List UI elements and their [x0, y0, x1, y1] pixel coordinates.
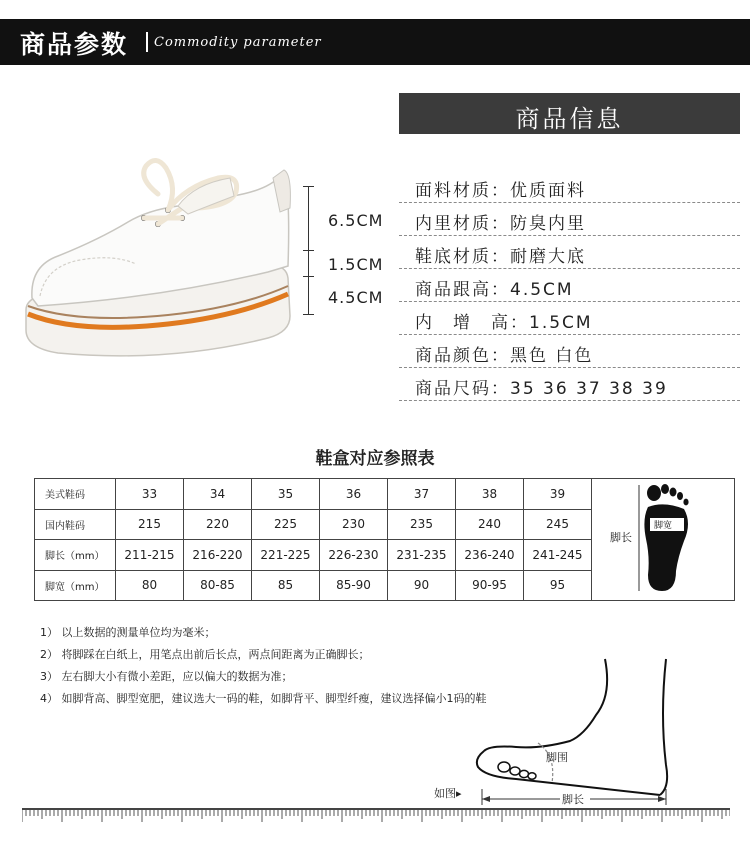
- dimension-tick: [303, 276, 314, 277]
- table-cell: 240: [456, 509, 524, 540]
- foot-diagram-cell: [592, 479, 735, 601]
- table-cell: 37: [388, 479, 456, 510]
- table-cell: 35: [252, 479, 320, 510]
- table-row: [35, 479, 735, 510]
- note-item: 2） 将脚踩在白纸上，用笔点出前后长点，两点间距离为正确脚长；: [40, 648, 370, 661]
- table-cell: 241-245: [524, 540, 592, 571]
- table-cell: 80: [116, 570, 184, 601]
- table-cell: 90: [388, 570, 456, 601]
- row-header: 国内鞋码: [35, 509, 116, 540]
- page-title: 商品参数: [20, 30, 129, 59]
- row-header: 脚宽（mm）: [35, 570, 116, 601]
- table-cell: 225: [252, 509, 320, 540]
- table-cell: 95: [524, 570, 592, 601]
- ruler: [22, 810, 730, 824]
- table-cell: 211-215: [116, 540, 184, 571]
- table-cell: 215: [116, 509, 184, 540]
- foot-measure-diagram: [420, 655, 700, 815]
- table-cell: 245: [524, 509, 592, 540]
- table-cell: 85: [252, 570, 320, 601]
- info-colors: 商品颜色：黑色 白色: [415, 346, 594, 366]
- dimension-insole: 1.5CM: [328, 255, 384, 274]
- table-cell: 36: [320, 479, 388, 510]
- table-cell: 34: [184, 479, 252, 510]
- table-cell: 236-240: [456, 540, 524, 571]
- table-cell: 230: [320, 509, 388, 540]
- table-cell: 33: [116, 479, 184, 510]
- dimension-heel: 4.5CM: [328, 288, 384, 307]
- dimension-tick: [303, 314, 314, 315]
- table-cell: 38: [456, 479, 524, 510]
- table-cell: 226-230: [320, 540, 388, 571]
- foot-length-label: 脚长: [610, 531, 632, 544]
- note-item: 1） 以上数据的测量单位均为毫米；: [40, 626, 216, 639]
- info-sizes: 商品尺码：35 36 37 38 39: [415, 379, 668, 399]
- info-lining: 内里材质：防臭内里: [415, 214, 586, 234]
- shoe-image: [18, 148, 308, 363]
- note-item: 3） 左右脚大小有微小差距，应以偏大的数据为准；: [40, 670, 293, 683]
- foot-print-icon: [592, 479, 734, 597]
- info-insole-height: 内 增 高：1.5CM: [415, 313, 593, 333]
- info-heel-height: 商品跟高：4.5CM: [415, 280, 574, 300]
- table-cell: 221-225: [252, 540, 320, 571]
- table-cell: 231-235: [388, 540, 456, 571]
- as-shown-label: 如图▸: [434, 787, 462, 800]
- dimension-tick: [303, 250, 314, 251]
- table-cell: 85-90: [320, 570, 388, 601]
- length-label: 脚长: [562, 793, 584, 806]
- page-subtitle: Commodity parameter: [154, 35, 322, 50]
- row-header: 美式鞋码: [35, 479, 116, 510]
- foot-width-label: 脚宽: [654, 521, 673, 531]
- table-cell: 80-85: [184, 570, 252, 601]
- table-cell: 235: [388, 509, 456, 540]
- info-sole: 鞋底材质：耐磨大底: [415, 247, 586, 267]
- note-item: 4） 如脚背高、脚型宽肥，建议选大一码的鞋，如脚背平、脚型纤瘦，建议选择偏小1码的鞋: [40, 692, 487, 705]
- info-fabric: 面料材质：优质面料: [415, 181, 586, 201]
- table-cell: 90-95: [456, 570, 524, 601]
- table-cell: 216-220: [184, 540, 252, 571]
- row-header: 脚长（mm）: [35, 540, 116, 571]
- info-title: 商品信息: [515, 105, 624, 133]
- table-cell: 220: [184, 509, 252, 540]
- title-divider: [146, 32, 148, 52]
- dimension-tick: [303, 186, 314, 187]
- size-table: [34, 478, 735, 601]
- girth-label: 脚围: [546, 751, 568, 764]
- table-cell: 39: [524, 479, 592, 510]
- size-table-title: 鞋盒对应参照表: [315, 449, 435, 469]
- dimension-upper: 6.5CM: [328, 211, 384, 230]
